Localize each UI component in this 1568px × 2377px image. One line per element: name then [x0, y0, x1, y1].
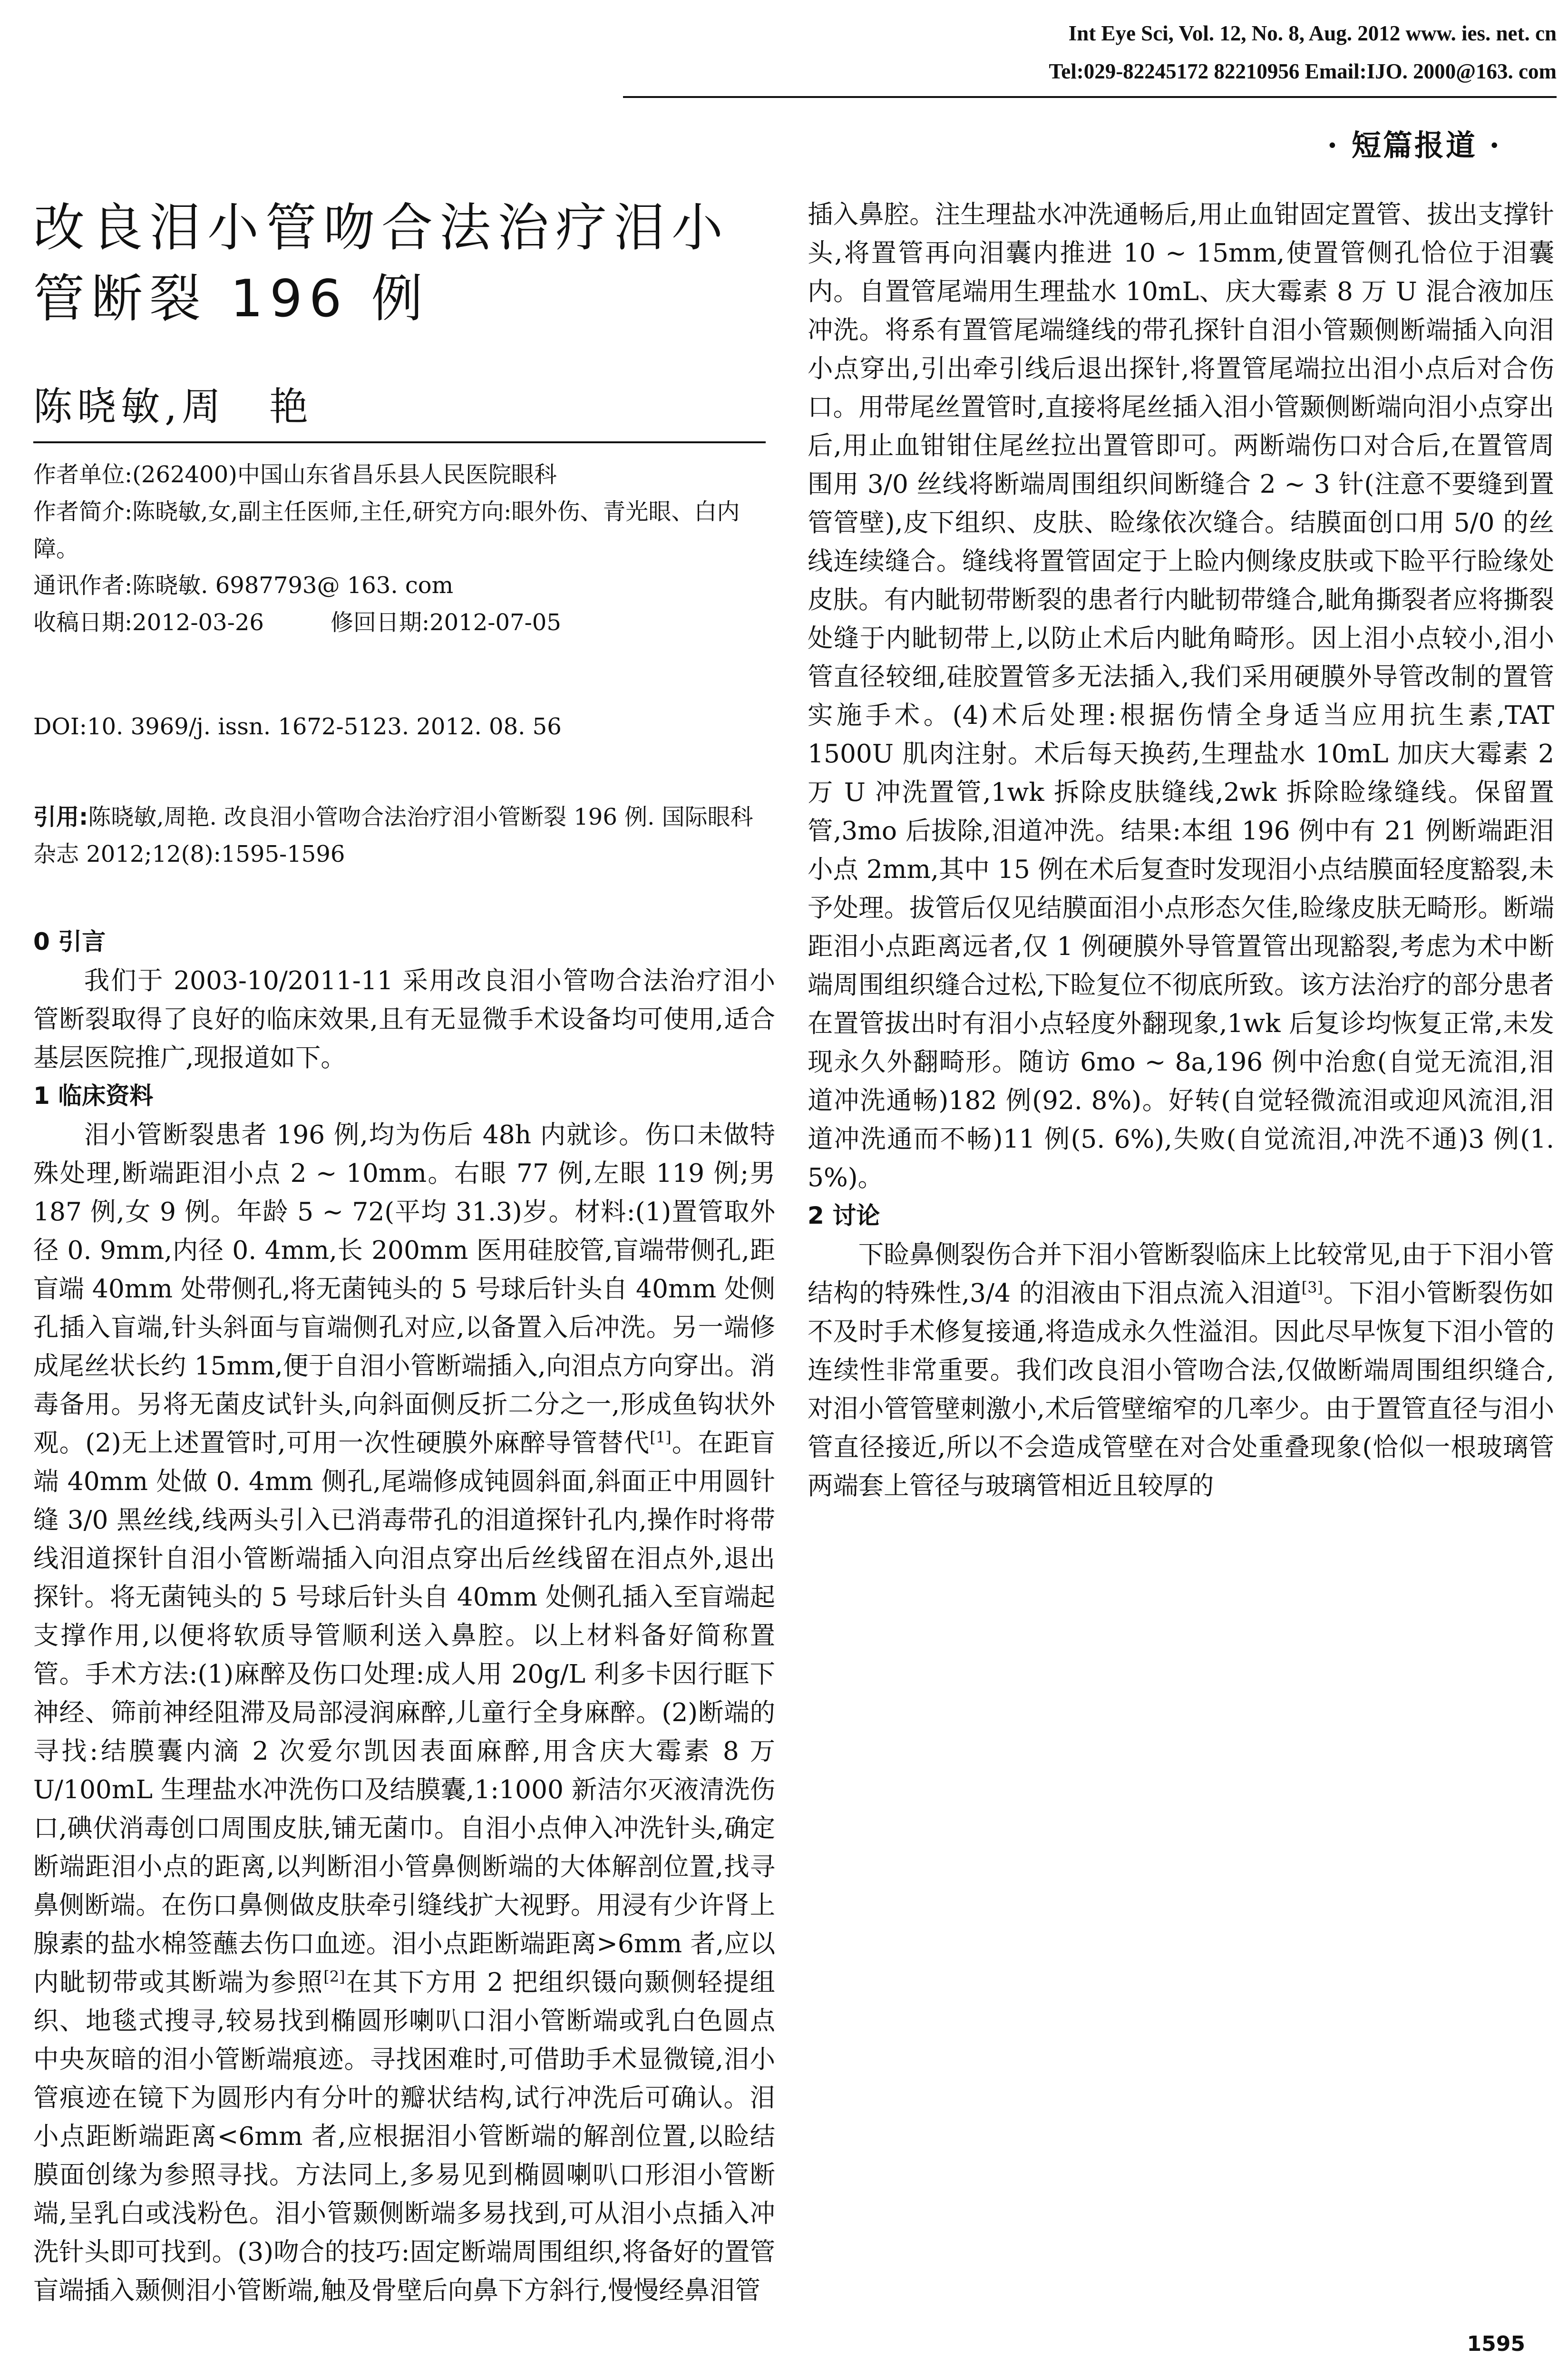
- meta-rule: [33, 441, 766, 443]
- page-number: 1595: [1467, 2332, 1525, 2356]
- author-bio: 作者简介:陈晓敏,女,副主任医师,主任,研究方向:眼外伤、青光眼、白内障。: [33, 498, 740, 562]
- ref-2[interactable]: [2]: [323, 1968, 345, 1986]
- header-rule: [623, 96, 1557, 98]
- doi: DOI:10. 3969/j. issn. 1672-5123. 2012. 08. 56: [33, 713, 562, 740]
- clinical-text-3-left: 在其下方用 2 把组织镊向颞侧轻提组织、地毯式搜寻,较易找到椭圆形喇叭口泪小管断端或乳白色圆点中央灰暗的泪小管断端痕迹。寻找困难时,可借助手术显微镜,泪小管痕迹在镜下为圆形内有分叶的瓣状结构,试行冲洗后可确认。泪小点距断端距离<6mm 者,应根据泪小管断端的解剖位置,以睑结膜面创缘为参照寻找。方法同上,多易见到椭圆喇叭口形泪小管断端,呈乳白或浅粉色。泪小管颞侧断端多易找到,可从泪小点插入冲洗针头即可找到。(3)吻合的技巧:固定断端周围组织,将备好的置管盲端插入颞侧泪小管断端,触及骨壁后向鼻下方斜行,慢慢经鼻泪管: [33, 1967, 775, 2305]
- journal-contact: Tel:029-82245172 82210956 Email:IJO. 2000@163. com: [1049, 59, 1557, 83]
- ref-3[interactable]: [3]: [1301, 1278, 1323, 1297]
- section-tag: · 短篇报道 ·: [1327, 128, 1501, 163]
- clinical-text-3-right: 插入鼻腔。注生理盐水冲洗通畅后,用止血钳固定置管、拔出支撑针头,将置管再向泪囊内推进 10 ~ 15mm,使置管侧孔恰位于泪囊内。自置管尾端用生理盐水 10mL、庆大霉素 8 万 U 混合液加压冲洗。将系有置管尾端缝线的带孔探针自泪小管颞侧断端插入向泪小点穿出,引出牵引线后退出探针,将置管尾端拉出泪小点后对合伤口。用带尾丝置管时,直接将尾丝插入泪小管颞侧断端向泪小点穿出后,用止血钳钳住尾丝拉出置管即可。两断端伤口对合后,在置管周围用 3/0 丝线将断端周围组织间断缝合 2 ~ 3 针(注意不要缝到置管管壁),皮下组织、皮肤、睑缘依次缝合。结膜面创口用 5/0 的丝线连续缝合。缝线将置管固定于上睑内侧缘皮肤或下睑平行睑缘处皮肤。有内眦韧带断裂的患者行内眦韧带缝合,眦角撕裂者应将撕裂处缝于内眦韧带上,以防止术后内眦角畸形。因上泪小点较小,泪小管直径较细,硅胶置管多无法插入,我们采用硬膜外导管改制的置管实施手术。(4)术后处理:根据伤情全身适当应用抗生素,TAT 1500U 肌肉注射。术后每天换药,生理盐水 10mL 加庆大霉素 2 万 U 冲洗置管,1wk 拆除皮肤缝线,2wk 拆除睑缘缝线。保留置管,3mo 后拔除,泪道冲洗。结果:本组 196 例中有 21 例断端距泪小点 2mm,其中 15 例在术后复查时发现泪小点结膜面轻度豁裂,未予处理。拔管后仅见结膜面泪小点形态欠佳,睑缘皮肤无畸形。断端距泪小点距离远者,仅 1 例硬膜外导管置管出现豁裂,考虑为术中断端周围组织缝合过松,下睑复位不彻底所致。该方法治疗的部分患者在置管拔出时有泪小点轻度外翻现象,1wk 后复诊均恢复正常,未发现永久外翻畸形。随访 6mo ~ 8a,196 例中治愈(自觉无流泪,泪道冲洗通畅)182 例(92. 8%)。好转(自觉轻微流泪或迎风流泪,泪道冲洗通而不畅)11 例(5. 6%),失败(自觉流泪,冲洗不通)3 例(1. 5%)。: [808, 199, 1554, 1192]
- ref-1[interactable]: [1]: [650, 1428, 672, 1447]
- body-column-right: [808, 195, 1554, 1505]
- discussion-paragraph: [808, 1235, 1554, 1505]
- correspondence: 通讯作者:陈晓敏. 6987793@ 163. com: [33, 572, 454, 599]
- citation: [33, 799, 775, 873]
- intro-paragraph: 我们于 2003-10/2011-11 采用改良泪小管吻合法治疗泪小管断裂取得了良好的临床效果,且有无显微手术设备均可使用,适合基层医院推广,现报道如下。: [33, 965, 775, 1072]
- discussion-heading: 2 讨论: [808, 1202, 880, 1229]
- clinical-text-2: 。在距盲端 40mm 处做 0. 4mm 侧孔,尾端修成钝圆斜面,斜面正中用圆针缝 3/0 黑丝线,线两头引入已消毒带孔的泪道探针孔内,操作时将带线泪道探针自泪小管断端插入向泪点穿出后丝线留在泪点外,退出探针。将无菌钝头的 5 号球后针头自 40mm 处侧孔插入至盲端起支撑作用,以便将软质导管顺利送入鼻腔。以上材料备好简称置管。手术方法:(1)麻醉及伤口处理:成人用 20g/L 利多卡因行眶下神经、筛前神经阻滞及局部浸润麻醉,儿童行全身麻醉。(2)断端的寻找:结膜囊内滴 2 次爱尔凯因表面麻醉,用含庆大霉素 8 万 U/100mL 生理盐水冲洗伤口及结膜囊,1:1000 新洁尔灭液清洗伤口,碘伏消毒创口周围皮肤,铺无菌巾。自泪小点伸入冲洗针头,确定断端距泪小点的距离,以判断泪小管鼻侧断端的大体解剖位置,找寻鼻侧断端。在伤口鼻侧做皮肤牵引缝线扩大视野。用浸有少许肾上腺素的盐水棉签蘸去伤口血迹。泪小点距断端距离>6mm 者,应以内眦韧带或其断端为参照: [33, 1428, 775, 1997]
- citation-text: 陈晓敏,周艳. 改良泪小管吻合法治疗泪小管断裂 196 例. 国际眼科杂志 2012;12(8):1595-1596: [33, 804, 753, 867]
- body-column-left: [33, 923, 775, 2309]
- discussion-text-1: 下睑鼻侧裂伤合并下泪小管断裂临床上比较常见,由于下泪小管结构的特殊性,3/4 的泪液由下泪点流入泪道: [808, 1239, 1554, 1308]
- affiliation: 作者单位:(262400)中国山东省昌乐县人民医院眼科: [33, 461, 557, 488]
- discussion-text-2: 。下泪小管断裂伤如不及时手术修复接通,将造成永久性溢泪。因此尽早恢复下泪小管的连续性非常重要。我们改良泪小管吻合法,仅做断端周围组织缝合,对泪小管管壁刺激小,术后管壁缩窄的几率少。由于置管直径与泪小管直径接近,所以不会造成管壁在对合处重叠现象(恰似一根玻璃管两端套上管径与玻璃管相近且较厚的: [808, 1278, 1554, 1500]
- clinical-paragraph: [33, 1115, 775, 2309]
- clinical-heading: 1 临床资料: [33, 1082, 154, 1110]
- dates: [33, 604, 775, 642]
- received-date: 收稿日期:2012-03-26: [33, 609, 264, 636]
- author-list: 陈晓敏,周 艳: [33, 384, 313, 429]
- clinical-text-1: 泪小管断裂患者 196 例,均为伤后 48h 内就诊。伤口未做特殊处理,断端距泪小点 2 ~ 10mm。右眼 77 例,左眼 119 例;男 187 例,女 9 例。年龄 5 ~ 72(平均 31.3)岁。材料:(1)置管取外径 0. 9mm,内径 0. 4mm,长 200mm 医用硅胶管,盲端带侧孔,距盲端 40mm 处带侧孔,将无菌钝头的 5 号球后针头自 40mm 处侧孔插入盲端,针头斜面与盲端侧孔对应,以备置入后冲洗。另一端修成尾丝状长约 15mm,便于自泪小管断端插入,向泪点方向穿出。消毒备用。另将无菌皮试针头,向斜面侧反折二分之一,形成鱼钩状外观。(2)无上述置管时,可用一次性硬膜外麻醉导管替代: [33, 1120, 775, 1458]
- journal-info: Int Eye Sci, Vol. 12, No. 8, Aug. 2012 www. ies. net. cn: [1068, 21, 1557, 45]
- citation-label: 引用:: [33, 804, 88, 830]
- article-title: 改良泪小管吻合法治疗泪小管断裂 196 例: [33, 198, 730, 329]
- article-meta: [33, 457, 775, 642]
- intro-heading: 0 引言: [33, 928, 106, 955]
- revised-date: 修回日期:2012-07-05: [330, 609, 561, 636]
- clinical-paragraph-cont: [808, 195, 1554, 1197]
